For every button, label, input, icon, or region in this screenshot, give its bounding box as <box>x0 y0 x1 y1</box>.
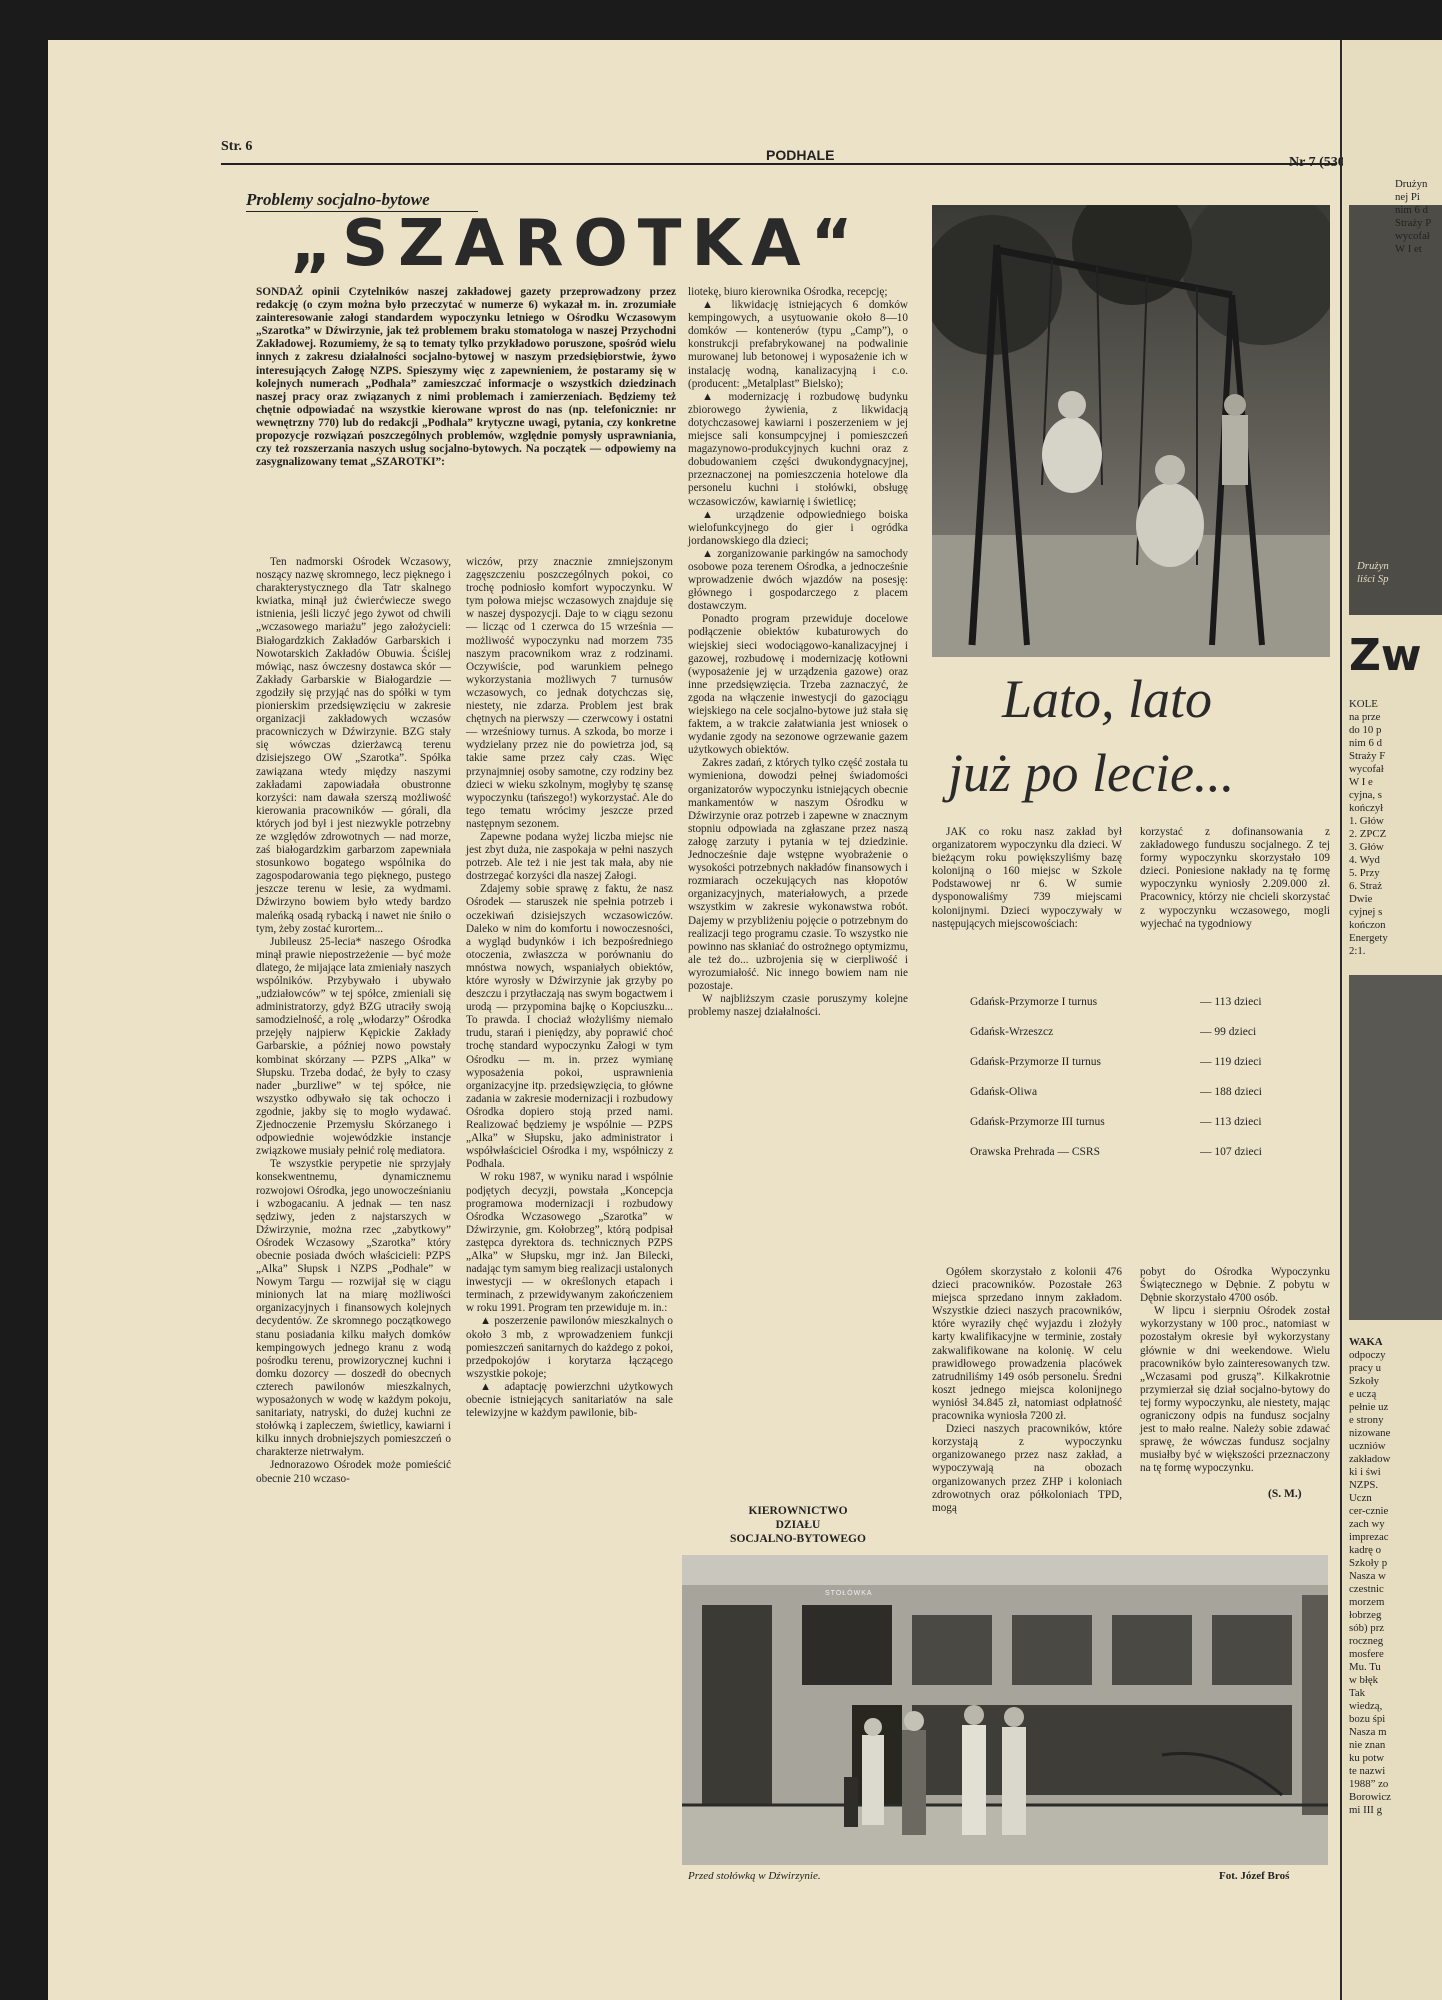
text-line: kończył <box>1349 802 1384 814</box>
column-1 <box>256 556 451 1486</box>
text-line: 4. Wyd <box>1349 854 1380 866</box>
article2-lower-left <box>932 1266 1122 1515</box>
text-line: pełnie uz <box>1349 1401 1389 1413</box>
paragraph: ▲ poszerzenie pawilonów mieszkalnych o około 3 mb, z wprowadzeniem funkcji pomieszczeń sanitarnych do każdego z pokoi, przedpokojów i korytarza łączącego wszystkie pokoje; <box>466 1315 673 1380</box>
list-item <box>970 1084 1262 1114</box>
text-line: wycofał <box>1395 230 1430 242</box>
list-item <box>970 994 1262 1024</box>
next-page-photo-top <box>1349 205 1442 615</box>
text-line: roczneg <box>1349 1635 1384 1647</box>
text-line: sób) prz <box>1349 1622 1385 1634</box>
caption-line: Drużyn <box>1357 560 1389 572</box>
photo-children-on-swings <box>932 205 1330 657</box>
text-line: Szkoły p <box>1349 1557 1388 1569</box>
article-title-line2: już po lecie... <box>948 743 1235 803</box>
next-page-text-0 <box>1395 178 1442 256</box>
paragraph: JAK co roku nasz zakład był organizatorem wypoczynku dla dzieci. W bieżącym roku powiększyliśmy bazę kolonijną o 160 miejsc w Szkole Podstawowej nr 6. W sumie dysponowaliśmy 739 miejscami kolonijnymi. Dzieci wypoczywały w następujących miejscowościach: <box>932 826 1122 930</box>
column-2 <box>466 556 673 1420</box>
camp-count: — 188 dzieci <box>1200 1086 1262 1098</box>
next-page-headline: Zw <box>1349 630 1422 681</box>
text-line: łobrzeg <box>1349 1609 1382 1621</box>
article2-col-left <box>932 826 1122 931</box>
camp-list <box>970 994 1262 1174</box>
paragraph: Zakres zadań, z których tylko część została tu wymieniona, dowodzi pełnej świadomości organizatorów wypoczynku istniejących obecnie mankamentów w naszym Ośrodku w Dźwirzynie oraz potrzeb i zapewne w znacznym stopniu odpowiada na zgłaszane przez naszą załogę zarzuty i pytania w tej dziedzinie. Jednocześnie daje wstępne wyobrażenie o wysokości potrzebnych nakładów finansowych i rozmiarach oczekujących nas kłopotów organizacyjnych, materiałowych, a przede wszystkim w zakresie wykonawstwa robót. Dajemy w przybliżeniu pojęcie o potrzebnym do realizacji tego programu czasie. To wszystko nie powinno nas skłaniać do ostrożnego optymizmu, ale też do... uzbrojenia się w cierpliwość i wyrozumiałość. Nic innego bowiem nam nie pozostaje. <box>688 757 908 992</box>
text-line: nizowane <box>1349 1427 1391 1439</box>
text-line: mi III g <box>1349 1804 1382 1816</box>
paragraph: ▲ urządzenie odpowiedniego boiska wielofunkcyjnego do gier i ogródka jordanowskiego dla dzieci; <box>688 508 908 547</box>
list-item <box>970 1054 1262 1084</box>
camp-count: — 113 dzieci <box>1200 1116 1262 1128</box>
caption-line: liści Sp <box>1357 573 1389 585</box>
paragraph: Jednorazowo Ośrodek może pomieścić obecnie 210 wczaso- <box>256 1459 451 1485</box>
article-author: (S. M.) <box>1268 1488 1302 1500</box>
text-line: e uczą <box>1349 1388 1377 1400</box>
text-line: 1. Głów <box>1349 815 1384 827</box>
signature-line: KIEROWNICTWO <box>748 1505 848 1517</box>
article2-lower-right <box>1140 1266 1330 1476</box>
text-line: ki i świ <box>1349 1466 1381 1478</box>
photo-caption: Przed stołówką w Dźwirzynie. <box>688 1870 821 1882</box>
text-line: nim 6 d <box>1395 204 1428 216</box>
camp-place: Gdańsk-Oliwa <box>970 1086 1038 1098</box>
signature-line: DZIAŁU <box>775 1519 821 1531</box>
text-line: WAKA <box>1349 1336 1383 1348</box>
text-line: morzem <box>1349 1596 1385 1608</box>
text-line: bozu śpi <box>1349 1713 1386 1725</box>
text-line: Straży F <box>1349 750 1386 762</box>
text-line: nie znan <box>1349 1739 1386 1751</box>
paragraph: W roku 1987, w wyniku narad i wspólnie podjętych decyzji, powstała „Koncepcja programowa modernizacji i rozbudowy Ośrodka Wczasowego „Szarotka” w Dźwirzynie, gm. Kołobrzeg”, którą podpisał zastępca dyrektora ds. technicznych PZPS „Alka” w Słupsku, mgr inż. Jan Bilecki, nadając tym samym bieg realizacji ustalonych inwestycji — w określonych etapach i terminach, z przewidywanym zakończeniem w roku 1991. Program ten przewiduje m. in.: <box>466 1171 673 1315</box>
camp-count: — 113 dzieci <box>1200 996 1262 1008</box>
paragraph: liotekę, biuro kierownika Ośrodka, recepcję; <box>688 286 888 298</box>
camp-place: Gdańsk-Wrzeszcz <box>970 1026 1054 1038</box>
paragraph: Ten nadmorski Ośrodek Wczasowy, noszący nazwę skromnego, lecz pięknego i charakterystycznego dla Tatr skalnego kwiatka, minął już ćwierćwiecze swego istnienia, jeśli liczyć jego żywot od chwili „wczasowego mariażu” jego założycieli: Białogardzkich Zakładów Garbarskich i Nowotarskich Zakładów Obuwia. Ściślej mówiąc, nasz ówczesny dostawca skór — Zakłady Garbarskie w Białogardzie — zgodziły się przyjąć nas do spółki w tym pionierskim przedsięwzięciu w zakresie organizacji zakładowych wczasów pracowniczych w Dźwirzynie. BZG stały się wówczas dzierżawcą terenu dzisiejszego OW „Szarotka”. Spółka zawiązana wtedy między naszymi zakładami zapowiadała obustronne korzyści: nam dawała szerszą możliwość kierowania pracowników — górali, dla których jod był i jest niezwykle potrzebny ze względów zdrowotnych — nad morze, zaś białogardzkim garbarzom zapewniała stosunkowo bogatego wspólnika do zagospodarowania tego pięknego, pustego jeszcze terenu w lesie, za wydmami. Dźwirzyno bowiem było wtedy bardzo maleńką osadą rybacką i nawet nie śniło o tym, żeby zostać kurortem... <box>256 556 451 935</box>
text-line: 5. Przy <box>1349 867 1380 879</box>
paragraph: Dzieci naszych pracowników, które korzystają z wypoczynku organizowanego przez nasz zakład, a wypoczywają na obozach organizowanych przez ZHP i koloniach zdrowotnych oraz półkoloniach TPD, mogą <box>932 1423 1122 1514</box>
text-line: w błęk <box>1349 1674 1379 1686</box>
text-line: kadrę o <box>1349 1544 1382 1556</box>
signature-line: SOCJALNO-BYTOWEGO <box>730 1533 866 1545</box>
text-line: 2:1. <box>1349 945 1366 957</box>
paragraph: korzystać z dofinansowania z zakładowego funduszu socjalnego. Z tej formy wypoczynku skorzystało 109 dzieci. Poniesione nakłady na tę formę wypoczynku wyniosły 2.209.000 zł. Pracownicy, którzy nie chcieli skorzystać z wypoczynku wczasowego, mogli wyjechać na tygodniowy <box>1140 826 1330 930</box>
text-line: 2. ZPCZ <box>1349 828 1387 840</box>
photo-credit: Fot. Józef Broś <box>1219 1870 1290 1882</box>
section-title: Problemy socjalno-bytowe <box>246 190 430 209</box>
next-page-caption <box>1357 560 1389 586</box>
photo-canteen-building <box>682 1555 1328 1865</box>
camp-place: Gdańsk-Przymorze I turnus <box>970 996 1098 1008</box>
list-item <box>970 1024 1262 1054</box>
paragraph: ▲ likwidację istniejących 6 domków kempingowych, a usytuowanie około 8—10 domków — kontenerów (typu „Camp”), o konstrukcji prefabrykowanej na podwalinie murowanej lub betonowej i wyposażenie ich w instalację wodną, kanalizacyjną i c.o. (producent: „Metalplast” Bielsko); <box>688 299 908 390</box>
article-title-line1: Lato, lato <box>1002 669 1213 729</box>
text-line: kończon <box>1349 919 1386 931</box>
paragraph: W najbliższym czasie poruszymy kolejne problemy naszej działalności. <box>688 993 908 1019</box>
camp-count: — 119 dzieci <box>1200 1056 1262 1068</box>
list-item <box>970 1144 1262 1174</box>
next-page-text-2 <box>1349 1336 1442 1817</box>
paragraph: pobyt do Ośrodka Wypoczynku Świątecznego w Dębnie. Z pobytu w Dębnie skorzystało 4700 osób. <box>1140 1266 1330 1305</box>
intro-paragraph: SONDAŻ opinii Czytelników naszej zakładowej gazety przeprowadzony przez redakcję (o czym można było przeczytać w numerze 6) wykazał m. in. zrozumiałe zainteresowanie załogi standardem wypoczynku letniego w Ośrodku Wczasowym „Szarotka” w Dźwirzynie, jak też problemem braku stomatologa w naszej Przychodni Zakładowej. Rozumiemy, że są to tematy tylko przykładowo poruszone, spośród wielu innych z zakresu działalności socjalno-bytowej w naszym przedsiębiorstwie, żywo interesujących Załogę NZPS. Spieszymy więc z zapewnieniem, że postaramy się w kolejnych numerach „Podhala” zamieszczać informacje o wszystkich dziedzinach naszej pracy oraz związanych z nimi problemach i zamierzeniach. Będziemy też chętnie odpowiadać na wszystkie kierowane wprost do nas (np. telefonicznie: nr wewnętrzny 770) lub do redakcji „Podhala” krytyczne uwagi, pytania, czy konkretne propozycje rozwiązań poszczególnych problemów, względnie pomysły usprawniania, czy też rozszerzania naszych usług socjalno-bytowych. Na początek — odpowiemy na zasygnalizowany temat „SZAROTKI”: <box>256 286 676 469</box>
text-line: Drużyn <box>1395 178 1428 190</box>
text-line: 1988” zo <box>1349 1778 1389 1790</box>
text-line: zach wy <box>1349 1518 1385 1530</box>
text-line: nim 6 d <box>1349 737 1382 749</box>
header-rule <box>221 163 1336 165</box>
page-number: Str. 6 <box>221 139 253 154</box>
paper-name: PODHALE <box>766 147 835 163</box>
list-item <box>970 1114 1262 1144</box>
page-fold <box>1340 40 1342 2000</box>
text-line: uczniów <box>1349 1440 1386 1452</box>
text-line: cer-cznie <box>1349 1505 1389 1517</box>
text-line: Nasza m <box>1349 1726 1387 1738</box>
text-line: do 10 p <box>1349 724 1382 736</box>
text-line: cyjna, s <box>1349 789 1382 801</box>
camp-place: Gdańsk-Przymorze II turnus <box>970 1056 1101 1068</box>
next-page-photo-bottom <box>1349 975 1442 1320</box>
paragraph: Ponadto program przewiduje docelowe podłączenie obiektów kubaturowych do wiejskiej sieci wodociągowo-kanalizacyjnej i gazowej, rozbudowę i modernizację kotłowni (wyposażenie jej w urządzenia gazowe) oraz inne przedsięwzięcia. Trzeba zaznaczyć, że zgoda na włączenie inwestycji do gazociągu wiejskiego na cele socjalno-bytowe już stała się faktem, a w trakcie załatwiania jest wniosek o wydanie zgody na sezonowe ogrzewanie gazem użytkowych obiektów. <box>688 613 908 757</box>
next-page-text-1 <box>1349 698 1442 958</box>
paragraph: wiczów, przy znacznie zmniejszonym zagęszczeniu poszczególnych pokoi, co trochę podniosło komfort wypoczynku. W tym połowa miejsc wczasowych znajduje się w naszej dyspozycji. Daje to w ciągu sezonu — licząc od 1 czerwca do 15 września — możliwość wypoczynku nad morzem 735 naszym pracownikom wraz z rodzinami. Oczywiście, pod warunkiem pełnego wykorzystania możliwych 7 turnusów wczasowych, co jednak dotychczas się, niestety, nie zdarza. Problem jest brak chętnych na pierwszy — czerwcowy i ostatni — wrześniowy turnus. A szkoda, bo morze i wydzielany przez nie do powietrza jod, są takie same przez cały czas. Więc przynajmniej osoby samotne, czy rodziny bez dzieci w wieku szkolnym, mogłyby tę szansę wypoczynku (tańszego!) wykorzystać. Ale do tego tematu wrócimy jeszcze przed następnym sezonem. <box>466 556 673 830</box>
paragraph: ▲ adaptację powierzchni użytkowych obecnie istniejących sanitariatów na sale telewizyjne w każdym pawilonie, bib- <box>466 1380 673 1420</box>
text-line: Borowicz <box>1349 1791 1391 1803</box>
text-line: na prze <box>1349 711 1381 723</box>
text-line: ku potw <box>1349 1752 1385 1764</box>
text-line: wiedzą, <box>1349 1700 1383 1712</box>
text-line: Mu. Tu <box>1349 1661 1381 1673</box>
camp-count: — 107 dzieci <box>1200 1146 1262 1158</box>
text-line: cyjnej s <box>1349 906 1383 918</box>
text-line: Szkoły <box>1349 1375 1379 1387</box>
paragraph: ▲ modernizację i rozbudowę budynku zbiorowego żywienia, z likwidacją dotychczasowej kawiarni i poszerzeniem w jej miejsce sali konsumpcyjnej i pomieszczeń magazynowo-produkcyjnych kuchni oraz z dobudowaniem części dwukondygnacyjnej, przeznaczonej na pomieszczenia hotelowe dla personelu kuchni i stołówki, obsługę wczasowiczów, kawiarnię i świetlicę; <box>688 390 908 508</box>
text-line: 3. Głów <box>1349 841 1384 853</box>
signature <box>688 1504 908 1546</box>
text-line: NZPS. <box>1349 1479 1379 1491</box>
text-line: Straży P <box>1395 217 1432 229</box>
text-line: zakładow <box>1349 1453 1391 1465</box>
text-line: nej Pi <box>1395 191 1420 203</box>
text-line: W I et <box>1395 243 1422 255</box>
column-3 <box>688 286 908 1019</box>
text-line: 6. Straż <box>1349 880 1382 892</box>
text-line: Tak <box>1349 1687 1366 1699</box>
camp-count: — 99 dzieci <box>1200 1026 1257 1038</box>
text-line: KOLE <box>1349 698 1378 710</box>
text-line: czestnic <box>1349 1583 1384 1595</box>
text-line: te nazwi <box>1349 1765 1386 1777</box>
paragraph: Ogółem skorzystało z kolonii 476 dzieci pracowników. Pozostałe 263 miejsca sprzedano innym zakładom. Wszystkie dzieci naszych pracowników, które wyraziły chęć wyjazdu i złożyły karty kwalifikacyjne w terminie, zostały zakwalifikowane na kolonię. W celu prawidłowego prowadzenia placówek zatrudniliśmy 149 osób personelu. Średni koszt jednego miejsca kolonijnego wyniósł 34.845 zł, natomiast odpłatność pracownika wyniosła 7200 zł. <box>932 1266 1122 1423</box>
text-line: pracy u <box>1349 1362 1382 1374</box>
paragraph: Zdajemy sobie sprawę z faktu, że nasz Ośrodek — staruszek nie spełnia potrzeb i oczekiwań dzisiejszych wczasowiczów. Daleko w nim do komfortu i nowoczesności, a wygląd budynków i ich bezpośredniego otoczenia, zwłaszcza w porównaniu do mnóstwa nowych, wspaniałych obiektów, które wyrosły w Dźwirzynie jak grzyby po deszczu i przytłaczają nas swym bogactwem i urodą — przypomina bajkę o Kopciuszku... To prawda. I chociaż włożyliśmy niemało trudu, starań i pieniędzy, aby poprawić choć trochę standard wypoczynku Załogi w tym Ośrodku — m. in. przez wymianę wyposażenia pokoi, usprawnienia organizacyjne itp. przedsięwzięcia, to główne zadania w zakresie modernizacji i rozbudowy Ośrodka dopiero stoją przed nami. Realizować będziemy je wspólnie — PZPS „Alka” w Słupsku, jako administrator i współwłaściciel Ośrodka i my, współniczy z Podhala. <box>466 883 673 1171</box>
text-line: mosfere <box>1349 1648 1384 1660</box>
text-line: W I e <box>1349 776 1373 788</box>
text-line: odpoczy <box>1349 1349 1386 1361</box>
paragraph: Te wszystkie perypetie nie sprzyjały konsekwentnemu, dynamicznemu rozwojowi Ośrodka, jego unowocześnianiu i wzbogacaniu. A jednak — ten nasz sędziwy, jeden z najstarszych w Dźwirzynie, można rzec „zabytkowy” Ośrodek Wczasowy „Szarotka” który obecnie posiada dwóch właścicieli: PZPS „Alka” Słupsk i NZPS „Podhale” w Nowym Targu — rozwijał się w ciągu minionych lat na miarę możliwości organizacyjnych i finansowych kolejnych decydentów. Ze skromnego początkowego stanu posiadania kilku małych domków kempingowych jednego kranu z wodą pośrodku terenu, prowizorycznej kuchni i domku dozorcy — doszedł do obecnych czterech pawilonów mieszkalnych, wyposażonych w wodę w każdym pokoju, sanitariaty, natryski, do dużej kuchni ze stołówką i zapleczem, świetlicy, kawiarni i kilku innych drobniejszych pomieszczeń o charakterze nietrwałym. <box>256 1158 451 1459</box>
text-line: Nasza w <box>1349 1570 1386 1582</box>
article2-col-right <box>1140 826 1330 931</box>
text-line: wycofał <box>1349 763 1384 775</box>
paragraph: ▲ zorganizowanie parkingów na samochody osobowe poza terenem Ośrodka, a jednocześnie wprowadzenie dwóch wjazdów na posesję: głównego i gospodarczego z placem dostawczym. <box>688 547 908 613</box>
next-page-strip <box>1343 40 1442 2000</box>
text-line: Dwie <box>1349 893 1373 905</box>
camp-place: Orawska Prehrada — CSRS <box>970 1146 1100 1158</box>
text-line: e strony <box>1349 1414 1384 1426</box>
paragraph: W lipcu i sierpniu Ośrodek został wykorzystany w 100 proc., natomiast w pozostałym okresie był wykorzystany głównie w dni weekendowe. Wielu pracowników było zainteresowanych tzw. „Wczasami pod gruszą”. Kilkakrotnie przymierzał się dział socjalno-bytowy do tej formy wypoczynku, ale niestety, mając ograniczony odpis na fundusz socjalny jest to mało realne. Należy sobie zdawać sprawę, że wówczas fundusz socjalny musiałby być w większości przeznaczony na tę formę wypoczynku. <box>1140 1305 1330 1475</box>
camp-place: Gdańsk-Przymorze III turnus <box>970 1116 1105 1128</box>
paragraph: Jubileusz 25-lecia* naszego Ośrodka minął prawie niepostrzeżenie — być może dlatego, że mijające lata zmieniały naszych wspólników. Przybywało i ubywało „udziałowców” w tej spółce, zmieniali się administratorzy, gdyż BZG utraciły swoją samodzielność, a rolę „włodarzy” Ośrodka przejęły najpierw Kępickie Zakłady Garbarskie, a później nowo powstały kombinat skórzany — PZPS „Alka” w Słupsku. Trzeba dodać, że były to czasy nader „burzliwe” w tej spółce, nie wszystko odbywało się tak ochoczo i zgodnie, jakby się to mogło wydawać. Zjednoczenie Przemysłu Skórzanego i odpowiednie wojewódzkie instancje związkowe musiały pełnić rolę mediatora. <box>256 935 451 1158</box>
building-sign: STOŁÓWKA <box>825 1590 873 1597</box>
text-line: imprezac <box>1349 1531 1389 1543</box>
paragraph: Zapewne podana wyżej liczba miejsc nie jest zbyt duża, nie zaspokaja w pełni naszych potrzeb. Ale też i nie jest tak mała, aby nie dostrzegać korzyści dla naszej Załogi. <box>466 830 673 883</box>
text-line: Uczn <box>1349 1492 1372 1504</box>
text-line: Energety <box>1349 932 1388 944</box>
headline: „SZAROTKA“ <box>290 207 863 281</box>
